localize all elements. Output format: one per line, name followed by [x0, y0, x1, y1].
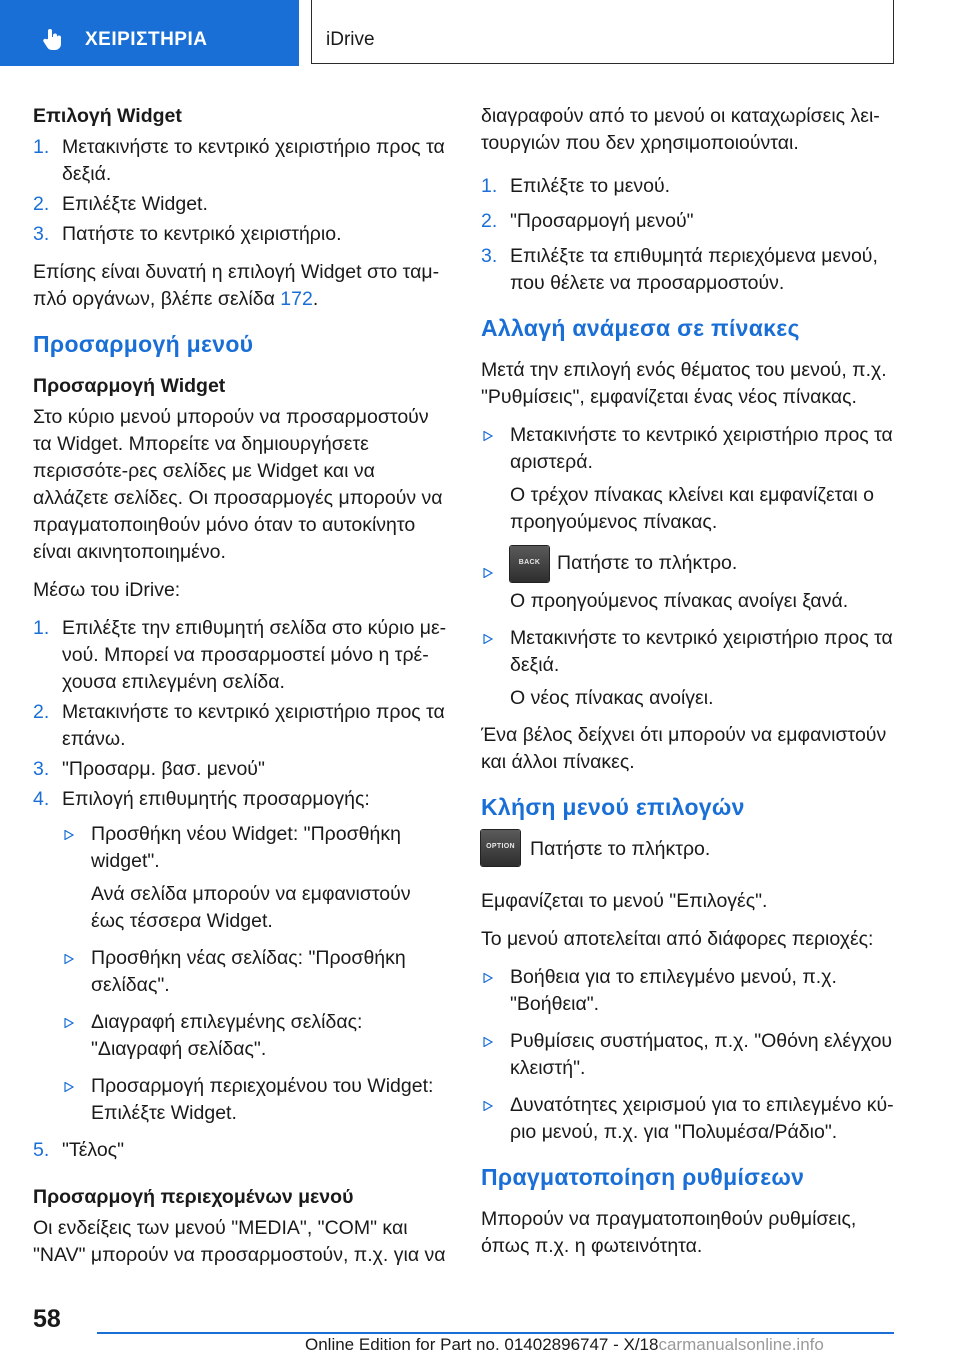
customize-intro: Στο κύριο μενού μπορούν να προσαρμοστούν τα Widget. Μπορείτε να δημιουργήσετε περισσότε‐ρες σελίδες με Widget και να αλλάζετε σελίδες. Οι προσαρμογές μπορούν να πραγματοποιηθούν μόνο όταν το αυτοκίνητο είναι ακινητοποιημένο. — [33, 406, 443, 563]
back-key-icon: BACK — [510, 546, 549, 582]
option-key-row: OPTION Πατήστε το πλήκτρο. — [481, 836, 896, 866]
menu-content-heading: Προσαρμογή περιεχομένων μενού — [33, 1186, 354, 1208]
menu-steps — [481, 173, 896, 297]
options-areas — [481, 964, 896, 1146]
left-column — [33, 103, 448, 1280]
page-link[interactable]: 172 — [280, 288, 313, 310]
list-item: Διαγραφή επιλεγμένης σελίδας: "Διαγραφή σελίδας". — [62, 1009, 448, 1063]
continued-text: διαγραφούν από το μενού οι καταχωρίσεις λει‐τουργιών που δεν χρησιμοποιούνται. — [481, 105, 880, 154]
list-item: 1. Μετακινήστε το κεντρικό χειριστήριο προς τα δεξιά. — [33, 136, 445, 185]
triangle-bullet-icon — [483, 568, 493, 578]
list-item: 5. "Τέλος" — [33, 1139, 125, 1161]
triangle-bullet-icon — [64, 1018, 74, 1028]
list-item: Ρυθμίσεις συστήματος, π.χ. "Οθόνη ελέγχου κλειστή". — [481, 1028, 896, 1082]
options-shown: Εμφανίζεται το μενού "Επιλογές". — [481, 890, 768, 912]
list-item: Προσαρμογή περιεχομένου του Widget: Επιλέξτε Widget. — [62, 1073, 448, 1127]
list-item: 2. Μετακινήστε το κεντρικό χειριστήριο προς τα επάνω. — [33, 701, 445, 750]
switch-intro: Μετά την επιλογή ενός θέματος του μενού, π.χ. "Ρυθμίσεις", εμφανίζεται ένας νέος πίνακας. — [481, 359, 887, 408]
list-item: 3. Πατήστε το κεντρικό χειριστήριο. — [33, 223, 342, 245]
triangle-bullet-icon — [483, 634, 493, 644]
list-item: Προσθήκη νέας σελίδας: "Προσθήκη σελίδας". — [62, 945, 448, 999]
chapter-box — [311, 0, 894, 64]
settings-heading: Πραγματοποίηση ρυθμίσεων — [481, 1164, 805, 1190]
page-number: 58 — [33, 1305, 61, 1333]
triangle-bullet-icon — [64, 830, 74, 840]
widget-heading: Επιλογή Widget — [33, 105, 182, 127]
right-column — [481, 103, 896, 1271]
section-title: ΧΕΙΡΙΣΤΗΡΙΑ — [85, 29, 208, 50]
chapter-title: iDrive — [326, 29, 375, 50]
edition-text: Online Edition for Part no. 01402896747 - X/18carmanualsonline.info — [305, 1335, 824, 1354]
list-item: Βοήθεια για το επιλεγμένο μενού, π.χ. "Βοήθεια". — [481, 964, 896, 1018]
watermark: carmanualsonline.info — [658, 1335, 824, 1354]
customize-widget-heading: Προσαρμογή Widget — [33, 375, 226, 397]
menu-content-text: Οι ενδείξεις των μενού "MEDIA", "COM" και "NAV" μπορούν να προσαρμοστούν, π.χ. για να — [33, 1217, 446, 1266]
options-heading: Κλήση μενού επιλογών — [481, 794, 745, 820]
list-item: 2. "Προσαρμογή μενού" — [481, 210, 694, 232]
list-item: Προσθήκη νέου Widget: "Προσθήκη widget". Ανά σελίδα μπορούν να εμφανιστούν έως τέσσερα Widget. — [62, 821, 448, 935]
widget-steps — [33, 134, 448, 248]
arrow-note: Ένα βέλος δείχνει ότι μπορούν να εμφανιστούν και άλλοι πίνακες. — [481, 724, 887, 773]
widget-note: Επίσης είναι δυνατή η επιλογή Widget στο ταμ‐πλό οργάνων, βλέπε σελίδα 172. — [33, 261, 440, 310]
list-item: 3. "Προσαρμ. βασ. μενού" — [33, 758, 265, 780]
via-idrive: Μέσω του iDrive: — [33, 579, 181, 601]
triangle-bullet-icon — [64, 954, 74, 964]
option-key-icon: OPTION — [481, 830, 520, 866]
options-consists: Το μενού αποτελείται από διάφορες περιοχές: — [481, 928, 874, 950]
list-item: 1. Επιλέξτε το μενού. — [481, 175, 671, 197]
list-item: 4. Επιλογή επιθυμητής προσαρμογής: Προσθήκη νέου Widget: "Προσθήκη widget". Ανά σελίδα μπορούν να εμφανιστούν έως τέσσερα Widget. Προσθήκη νέας σελίδας: "Προσθήκη σελίδας". Διαγραφή επιλεγμένης σελίδας: "Διαγραφή σελίδας". Προσαρμογή περιεχομένου του Widget: Επιλέξτε Widget. — [33, 786, 448, 1127]
hand-pointer-icon — [40, 26, 66, 52]
customize-options — [62, 821, 448, 1127]
list-item: Δυνατότητες χειρισμού για το επιλεγμένο κύ‐ριο μενού, π.χ. για "Πολυμέσα/Ράδιο". — [481, 1092, 896, 1146]
page-header — [0, 0, 960, 66]
switch-heading: Αλλαγή ανάμεσα σε πίνακες — [481, 315, 800, 341]
list-item: Μετακινήστε το κεντρικό χειριστήριο προς τα δεξιά. Ο νέος πίνακας ανοίγει. — [481, 625, 896, 712]
customize-menu-heading: Προσαρμογή μενού — [33, 331, 254, 357]
list-item: Μετακινήστε το κεντρικό χειριστήριο προς τα αριστερά. Ο τρέχον πίνακας κλείνει και εμφανίζεται ο προηγούμενος πίνακας. — [481, 422, 896, 536]
triangle-bullet-icon — [64, 1082, 74, 1092]
list-item: BACK Πατήστε το πλήκτρο. Ο προηγούμενος πίνακας ανοίγει ξανά. — [481, 546, 896, 615]
triangle-bullet-icon — [483, 973, 493, 983]
triangle-bullet-icon — [483, 1037, 493, 1047]
page-footer — [0, 1290, 960, 1362]
list-item: 1. Επιλέξτε την επιθυμητή σελίδα στο κύριο με‐νού. Μπορεί να προσαρμοστεί μόνο η τρέ‐χουσα επιλεγμένη σελίδα. — [33, 617, 447, 693]
list-item: 3. Επιλέξτε τα επιθυμητά περιεχόμενα μενού, που θέλετε να προσαρμοστούν. — [481, 245, 878, 294]
triangle-bullet-icon — [483, 431, 493, 441]
customize-steps — [33, 615, 448, 1164]
section-tab — [0, 0, 299, 66]
switch-items — [481, 422, 896, 712]
settings-text: Μπορούν να πραγματοποιηθούν ρυθμίσεις, όπως π.χ. η φωτεινότητα. — [481, 1208, 857, 1257]
list-item: 2. Επιλέξτε Widget. — [33, 193, 208, 215]
triangle-bullet-icon — [483, 1101, 493, 1111]
